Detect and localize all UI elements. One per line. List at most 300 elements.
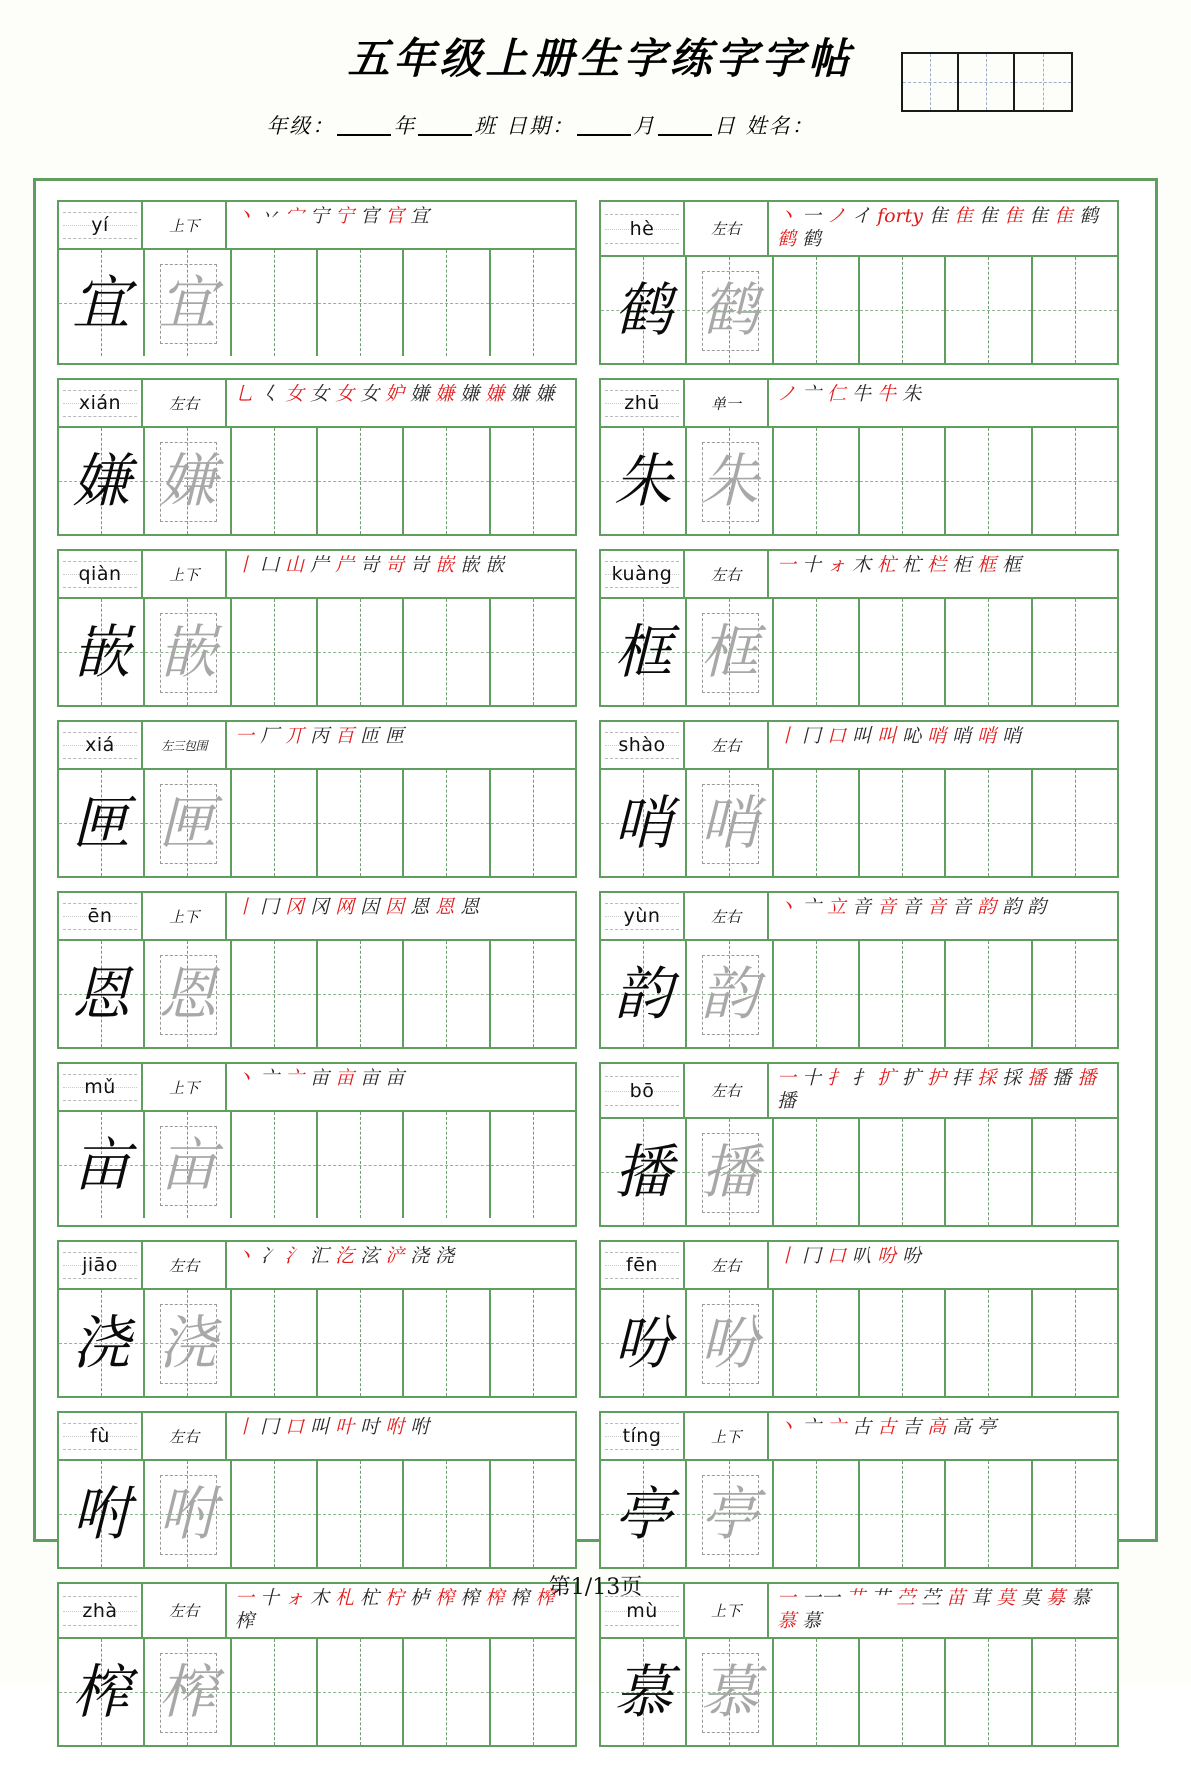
stroke-step: 柜 <box>952 554 972 576</box>
structure-label: 上下 <box>143 893 227 939</box>
practice-cell[interactable] <box>232 250 318 356</box>
practice-cell[interactable] <box>774 257 860 363</box>
model-character: 咐 <box>72 1480 131 1548</box>
practice-cell[interactable] <box>232 941 318 1047</box>
practice-cell[interactable] <box>774 428 860 534</box>
practice-cell[interactable] <box>860 257 946 363</box>
grid-horizontal-guide <box>318 303 402 304</box>
grid-horizontal-guide <box>1033 1514 1117 1515</box>
pinyin-guide-line <box>605 587 679 588</box>
page-header <box>0 0 1191 140</box>
practice-cell[interactable] <box>860 770 946 876</box>
stroke-step: 凵 <box>260 554 280 576</box>
practice-cell[interactable] <box>687 941 773 1047</box>
practice-grid <box>59 1112 575 1218</box>
practice-cell[interactable] <box>404 1461 490 1567</box>
practice-cell[interactable] <box>145 1639 231 1745</box>
practice-cell[interactable] <box>601 941 687 1047</box>
name-box-cell[interactable] <box>959 54 1015 110</box>
practice-cell[interactable] <box>601 1461 687 1567</box>
practice-cell[interactable] <box>145 250 231 356</box>
practice-cell[interactable] <box>59 1639 145 1745</box>
practice-cell[interactable] <box>491 1639 575 1745</box>
stroke-step: 浇 <box>435 1245 455 1267</box>
structure-label: 左右 <box>685 722 769 768</box>
pinyin-guide-line <box>605 732 679 733</box>
practice-grid <box>59 599 575 705</box>
grid-horizontal-guide <box>774 1514 858 1515</box>
trace-character: 播 <box>700 1138 759 1206</box>
practice-cell[interactable] <box>59 599 145 705</box>
grid-horizontal-guide <box>404 1692 488 1693</box>
practice-cell[interactable] <box>404 941 490 1047</box>
practice-cell[interactable] <box>774 1119 860 1225</box>
stroke-step: ォ <box>285 1587 305 1609</box>
pinyin-cell <box>601 893 685 939</box>
grid-horizontal-guide <box>1033 1172 1117 1173</box>
character-block <box>57 891 577 1049</box>
grid-horizontal-guide <box>774 1343 858 1344</box>
pinyin-cell <box>59 893 143 939</box>
stroke-step: 女 <box>285 383 305 405</box>
pinyin-guide-line <box>63 561 137 562</box>
stroke-step: 哨 <box>952 725 972 747</box>
pinyin-text: fēn <box>626 1254 658 1276</box>
stroke-order-sequence <box>769 893 1117 939</box>
practice-cell[interactable] <box>232 1639 318 1745</box>
grade-blank[interactable] <box>337 134 391 136</box>
pinyin-text: yí <box>91 214 109 236</box>
stroke-step: 亠 <box>802 896 822 918</box>
structure-label: 左右 <box>685 202 769 255</box>
structure-label: 左右 <box>685 893 769 939</box>
practice-cell[interactable] <box>946 770 1032 876</box>
stroke-step: 栏 <box>927 554 947 576</box>
practice-cell[interactable] <box>491 428 575 534</box>
practice-cell[interactable] <box>59 1461 145 1567</box>
practice-cell[interactable] <box>318 1461 404 1567</box>
character-block <box>599 378 1119 536</box>
character-blocks-container <box>36 181 1155 1766</box>
stroke-step: 韵 <box>1027 896 1047 918</box>
model-character: 宜 <box>72 269 131 337</box>
practice-cell[interactable] <box>687 599 773 705</box>
grid-horizontal-guide <box>774 1692 858 1693</box>
structure-label: 上下 <box>685 1584 769 1637</box>
practice-grid <box>59 1290 575 1396</box>
stroke-step: 慕 <box>802 1610 822 1632</box>
trace-character: 亭 <box>700 1480 759 1548</box>
grid-horizontal-guide <box>491 303 575 304</box>
practice-cell[interactable] <box>404 770 490 876</box>
practice-cell[interactable] <box>491 941 575 1047</box>
model-character: 嵌 <box>72 618 131 686</box>
grid-horizontal-guide <box>946 481 1030 482</box>
practice-cell[interactable] <box>318 1112 404 1218</box>
stroke-step: 吣 <box>902 725 922 747</box>
stroke-step: 汇 <box>310 1245 330 1267</box>
stroke-step: 框 <box>1002 554 1022 576</box>
practice-cell[interactable] <box>774 1290 860 1396</box>
practice-cell[interactable] <box>1033 1461 1117 1567</box>
practice-cell[interactable] <box>59 1290 145 1396</box>
practice-cell[interactable] <box>491 770 575 876</box>
practice-cell[interactable] <box>59 1112 145 1218</box>
practice-cell[interactable] <box>774 1461 860 1567</box>
pinyin-guide-line <box>605 758 679 759</box>
stroke-step: 慕 <box>777 1610 797 1632</box>
stroke-step: 亠 <box>827 1416 847 1438</box>
day-blank[interactable] <box>658 134 712 136</box>
stroke-step: 泫 <box>360 1245 380 1267</box>
name-input-boxes[interactable] <box>901 52 1073 112</box>
character-block <box>57 1411 577 1569</box>
grid-horizontal-guide <box>232 652 316 653</box>
practice-cell[interactable] <box>601 1119 687 1225</box>
stroke-step: 匣 <box>385 725 405 747</box>
grid-horizontal-guide <box>404 994 488 995</box>
practice-cell[interactable] <box>860 1639 946 1745</box>
stroke-step: 丶 <box>777 205 797 227</box>
grid-horizontal-guide <box>860 1343 944 1344</box>
name-box-cell[interactable] <box>1015 54 1071 110</box>
stroke-step: 鹤 <box>1079 205 1099 227</box>
grid-horizontal-guide <box>318 1165 402 1166</box>
practice-cell[interactable] <box>145 941 231 1047</box>
stroke-step: 哨 <box>927 725 947 747</box>
stroke-step: 榨 <box>510 1587 530 1609</box>
practice-grid <box>601 941 1117 1047</box>
model-character: 榨 <box>72 1658 131 1726</box>
month-blank[interactable] <box>577 134 631 136</box>
grid-horizontal-guide <box>404 823 488 824</box>
pinyin-text: qiàn <box>78 563 122 585</box>
practice-cell[interactable] <box>318 770 404 876</box>
practice-cell[interactable] <box>145 770 231 876</box>
practice-cell[interactable] <box>860 1461 946 1567</box>
stroke-step: 播 <box>777 1090 797 1112</box>
page-number: 第1/13页 <box>548 1575 643 1600</box>
stroke-step: 丶 <box>777 1416 797 1438</box>
practice-cell[interactable] <box>59 770 145 876</box>
pinyin-guide-line <box>605 903 679 904</box>
pinyin-text: tíng <box>622 1425 662 1447</box>
practice-cell[interactable] <box>601 1639 687 1745</box>
grid-horizontal-guide <box>946 823 1030 824</box>
stroke-order-sequence <box>227 551 575 597</box>
stroke-step: 亩 <box>385 1067 405 1089</box>
stroke-step: 苎 <box>896 1587 916 1609</box>
pinyin-text: fù <box>90 1425 110 1447</box>
practice-cell[interactable] <box>318 599 404 705</box>
stroke-step: 氵 <box>285 1245 305 1267</box>
character-block <box>57 549 577 707</box>
pinyin-text: yùn <box>623 905 661 927</box>
practice-cell[interactable] <box>491 1461 575 1567</box>
practice-cell[interactable] <box>491 1112 575 1218</box>
grid-horizontal-guide <box>491 652 575 653</box>
date-label: 日期： <box>506 114 575 138</box>
practice-cell[interactable] <box>687 1290 773 1396</box>
practice-cell[interactable] <box>232 428 318 534</box>
model-character: 鹤 <box>614 276 673 344</box>
stroke-step: 艹 <box>871 1587 891 1609</box>
pinyin-guide-line <box>605 214 679 215</box>
grid-horizontal-guide <box>860 1514 944 1515</box>
stroke-step: 朱 <box>902 383 922 405</box>
pinyin-cell <box>59 1064 143 1110</box>
practice-cell[interactable] <box>774 1639 860 1745</box>
practice-cell[interactable] <box>1033 599 1117 705</box>
grid-horizontal-guide <box>232 1514 316 1515</box>
stroke-order-sequence <box>769 202 1117 255</box>
practice-cell[interactable] <box>318 1639 404 1745</box>
practice-cell[interactable] <box>601 1290 687 1396</box>
grade-label: 年级： <box>266 114 336 138</box>
trace-character: 嵌 <box>158 618 217 686</box>
stroke-order-sequence <box>769 1064 1117 1117</box>
stroke-step: 鹤 <box>802 228 822 250</box>
practice-cell[interactable] <box>860 428 946 534</box>
model-character: 框 <box>614 618 673 686</box>
practice-cell[interactable] <box>687 1461 773 1567</box>
stroke-step: 咐 <box>410 1416 430 1438</box>
stroke-step: 官 <box>360 205 380 227</box>
practice-grid <box>59 1461 575 1567</box>
practice-cell[interactable] <box>1033 257 1117 363</box>
practice-cell[interactable] <box>946 1639 1032 1745</box>
practice-cell[interactable] <box>687 428 773 534</box>
model-character: 播 <box>614 1138 673 1206</box>
practice-cell[interactable] <box>59 941 145 1047</box>
class-unit: 班 <box>474 114 498 138</box>
practice-cell[interactable] <box>318 941 404 1047</box>
grid-horizontal-guide <box>232 994 316 995</box>
practice-cell[interactable] <box>404 428 490 534</box>
stroke-order-sequence <box>227 722 575 768</box>
grid-horizontal-guide <box>491 994 575 995</box>
practice-cell[interactable] <box>232 1461 318 1567</box>
model-character: 慕 <box>614 1658 673 1726</box>
pinyin-cell <box>59 202 143 248</box>
pinyin-text: zhà <box>82 1599 118 1622</box>
stroke-step: 宁 <box>335 205 355 227</box>
practice-cell[interactable] <box>860 1119 946 1225</box>
stroke-step: 一一 <box>802 1587 841 1609</box>
stroke-order-sequence <box>769 551 1117 597</box>
practice-grid <box>601 599 1117 705</box>
stroke-step: 宀 <box>285 205 305 227</box>
grid-horizontal-guide <box>946 1514 1030 1515</box>
model-character: 韵 <box>614 960 673 1028</box>
stroke-step: 十 <box>802 554 822 576</box>
practice-cell[interactable] <box>601 257 687 363</box>
stroke-step: 丷 <box>260 205 280 227</box>
grid-horizontal-guide <box>232 303 316 304</box>
practice-cell[interactable] <box>601 770 687 876</box>
pinyin-guide-line <box>605 390 679 391</box>
practice-cell[interactable] <box>491 250 575 356</box>
practice-cell[interactable] <box>404 1639 490 1745</box>
stroke-order-sequence <box>227 1413 575 1459</box>
practice-cell[interactable] <box>491 599 575 705</box>
trace-character: 吩 <box>700 1309 759 1377</box>
practice-cell[interactable] <box>946 1119 1032 1225</box>
name-box-cell[interactable] <box>903 54 959 110</box>
stroke-step: 採 <box>1002 1067 1022 1089</box>
stroke-step: 拝 <box>952 1067 972 1089</box>
model-character: 浇 <box>72 1309 131 1377</box>
stroke-step: 厂 <box>260 725 280 747</box>
trace-character: 哨 <box>700 789 759 857</box>
practice-cell[interactable] <box>491 1290 575 1396</box>
grid-horizontal-guide <box>774 994 858 995</box>
practice-cell[interactable] <box>145 1112 231 1218</box>
practice-cell[interactable] <box>946 428 1032 534</box>
grid-horizontal-guide <box>860 652 944 653</box>
pinyin-text: jiāo <box>82 1254 118 1276</box>
stroke-step: 亩 <box>310 1067 330 1089</box>
practice-cell[interactable] <box>860 941 946 1047</box>
model-character: 亩 <box>72 1131 131 1199</box>
practice-cell[interactable] <box>946 1461 1032 1567</box>
stroke-step: 浐 <box>385 1245 405 1267</box>
practice-cell[interactable] <box>145 428 231 534</box>
practice-cell[interactable] <box>687 257 773 363</box>
practice-cell[interactable] <box>59 428 145 534</box>
practice-cell[interactable] <box>687 1119 773 1225</box>
stroke-step: 吩 <box>902 1245 922 1267</box>
practice-cell[interactable] <box>404 1290 490 1396</box>
trace-character: 亩 <box>158 1131 217 1199</box>
stroke-step: 一 <box>235 725 255 747</box>
stroke-step: 杧 <box>902 554 922 576</box>
stroke-step: 一 <box>235 1587 255 1609</box>
practice-cell[interactable] <box>59 250 145 356</box>
pinyin-guide-line <box>605 1625 679 1626</box>
stroke-step: 护 <box>927 1067 947 1089</box>
stroke-step: 音 <box>952 896 972 918</box>
practice-cell[interactable] <box>860 1290 946 1396</box>
practice-cell[interactable] <box>318 1290 404 1396</box>
grid-horizontal-guide <box>1033 1692 1117 1693</box>
stroke-step: 屵 <box>335 554 355 576</box>
stroke-step: 採 <box>977 1067 997 1089</box>
stroke-step: 女 <box>310 383 330 405</box>
character-block <box>599 549 1119 707</box>
practice-cell[interactable] <box>318 428 404 534</box>
pinyin-guide-line <box>605 1105 679 1106</box>
pinyin-cell <box>59 380 143 426</box>
practice-cell[interactable] <box>404 1112 490 1218</box>
practice-cell[interactable] <box>145 1461 231 1567</box>
practice-cell[interactable] <box>946 599 1032 705</box>
practice-cell[interactable] <box>232 770 318 876</box>
practice-cell[interactable] <box>774 941 860 1047</box>
trace-character: 宜 <box>158 269 217 337</box>
grid-horizontal-guide <box>404 1514 488 1515</box>
trace-character: 框 <box>700 618 759 686</box>
grid-horizontal-guide <box>404 1343 488 1344</box>
practice-cell[interactable] <box>404 250 490 356</box>
grid-horizontal-guide <box>946 310 1030 311</box>
practice-cell[interactable] <box>1033 428 1117 534</box>
practice-cell[interactable] <box>1033 941 1117 1047</box>
grid-horizontal-guide <box>318 823 402 824</box>
stroke-step: 募 <box>1046 1587 1066 1609</box>
practice-cell[interactable] <box>145 1290 231 1396</box>
grid-horizontal-guide <box>491 1165 575 1166</box>
grid-horizontal-guide <box>946 652 1030 653</box>
structure-label: 上下 <box>143 202 227 248</box>
practice-cell[interactable] <box>232 1112 318 1218</box>
grid-horizontal-guide <box>491 823 575 824</box>
stroke-step: 嫌 <box>460 383 480 405</box>
stroke-step: 冈 <box>310 896 330 918</box>
practice-cell[interactable] <box>1033 770 1117 876</box>
stroke-step: 吋 <box>360 1416 380 1438</box>
stroke-step: 鹤 <box>777 228 797 250</box>
practice-cell[interactable] <box>774 770 860 876</box>
grid-horizontal-guide <box>860 823 944 824</box>
pinyin-guide-line <box>63 212 137 213</box>
page-title: 五年级上册生字练字字帖 <box>347 34 854 83</box>
practice-cell[interactable] <box>145 599 231 705</box>
stroke-step: 艹 <box>846 1587 866 1609</box>
stroke-step: 丨 <box>777 725 797 747</box>
class-blank[interactable] <box>418 134 472 136</box>
grid-horizontal-guide <box>1033 1343 1117 1344</box>
stroke-step: 亠 <box>802 383 822 405</box>
practice-cell[interactable] <box>946 257 1032 363</box>
stroke-step: 冂 <box>260 896 280 918</box>
pinyin-guide-line <box>605 1076 679 1077</box>
practice-cell[interactable] <box>687 1639 773 1745</box>
practice-cell[interactable] <box>1033 1119 1117 1225</box>
practice-cell[interactable] <box>232 599 318 705</box>
stroke-step: 高 <box>952 1416 972 1438</box>
practice-cell[interactable] <box>601 599 687 705</box>
character-info-row <box>601 551 1117 599</box>
stroke-step: 岢 <box>410 554 430 576</box>
practice-cell[interactable] <box>774 599 860 705</box>
stroke-order-sequence <box>769 1413 1117 1459</box>
stroke-step: 古 <box>877 1416 897 1438</box>
structure-label: 左右 <box>685 1064 769 1117</box>
grid-horizontal-guide <box>232 1343 316 1344</box>
stroke-order-sequence <box>227 893 575 939</box>
stroke-step: 叫 <box>310 1416 330 1438</box>
practice-cell[interactable] <box>1033 1290 1117 1396</box>
stroke-step: 音 <box>852 896 872 918</box>
practice-cell[interactable] <box>404 599 490 705</box>
practice-cell[interactable] <box>946 941 1032 1047</box>
practice-cell[interactable] <box>1033 1639 1117 1745</box>
stroke-step: 吩 <box>877 1245 897 1267</box>
practice-cell[interactable] <box>946 1290 1032 1396</box>
stroke-step: 乚 <box>235 383 255 405</box>
practice-cell[interactable] <box>318 250 404 356</box>
practice-cell[interactable] <box>687 770 773 876</box>
practice-grid <box>601 257 1117 363</box>
pinyin-guide-line <box>63 903 137 904</box>
practice-cell[interactable] <box>232 1290 318 1396</box>
stroke-step: 高 <box>927 1416 947 1438</box>
practice-cell[interactable] <box>601 428 687 534</box>
stroke-step: 妒 <box>385 383 405 405</box>
practice-cell[interactable] <box>860 599 946 705</box>
stroke-order-sequence <box>227 1242 575 1288</box>
